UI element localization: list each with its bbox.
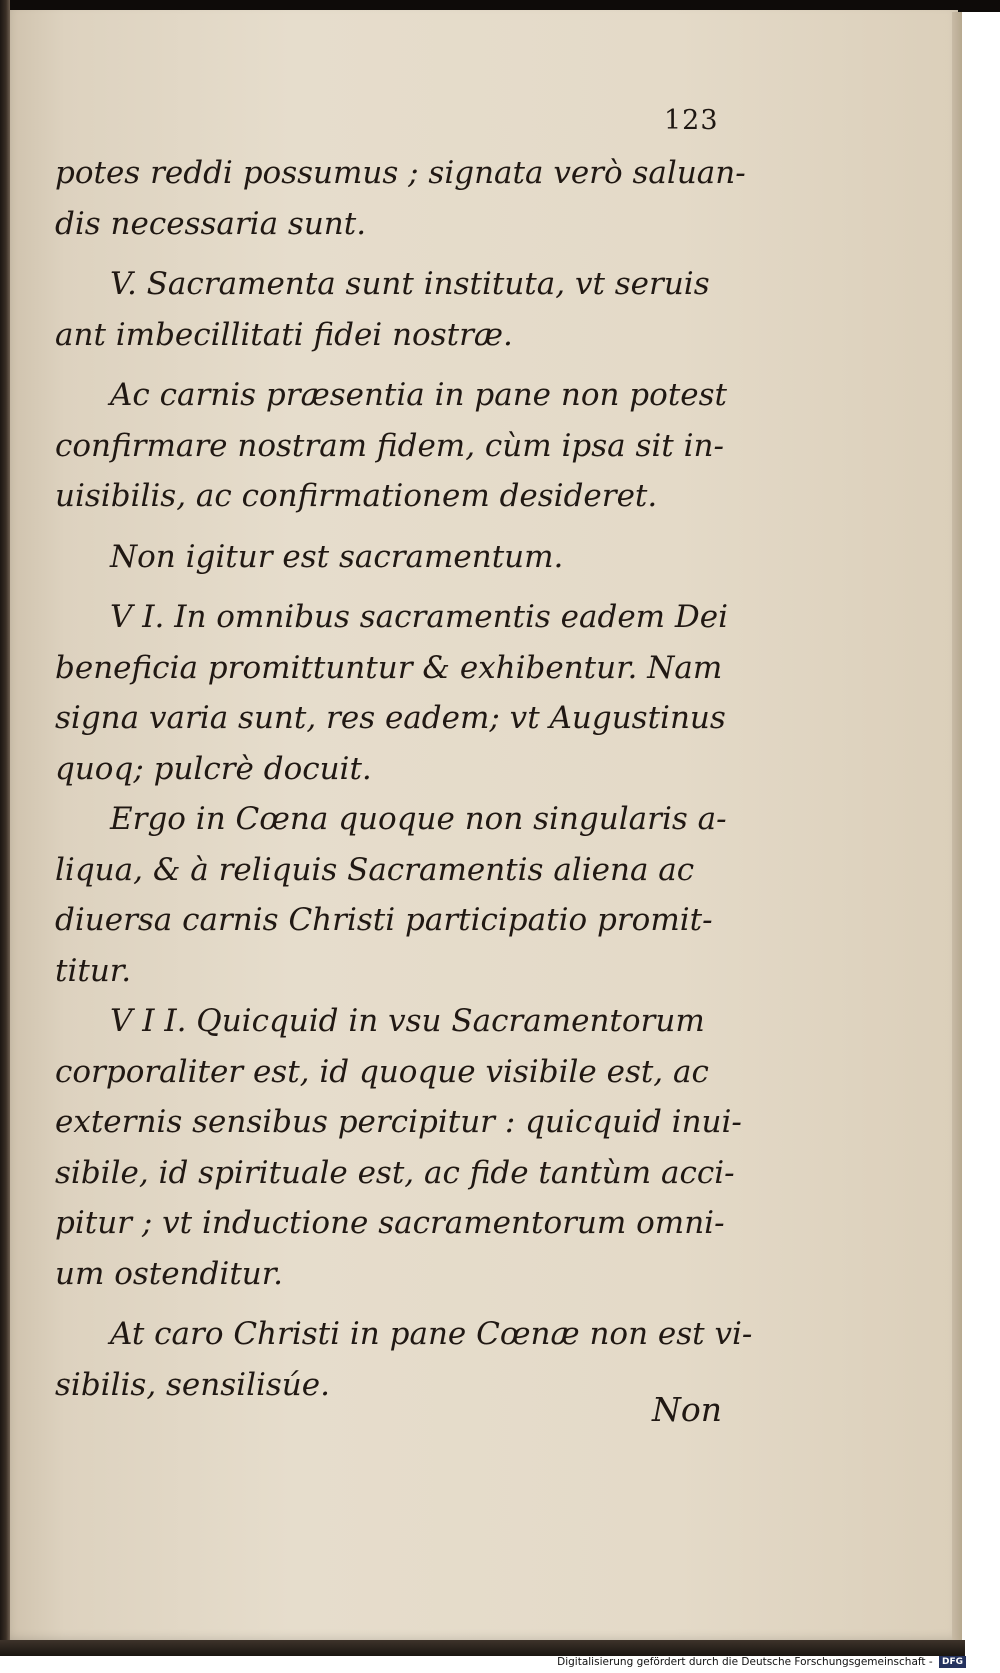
text-line: V I I. Quicquid in vsu Sacramentorum	[110, 1003, 705, 1039]
scan-bottom-border	[0, 1640, 965, 1656]
text-line: V. Sacramenta sunt instituta, vt seruis	[110, 266, 710, 302]
page-right-edge	[952, 12, 962, 1642]
text-line: um ostenditur.	[55, 1255, 284, 1292]
text-line: diuersa carnis Christi participatio promit-	[55, 902, 713, 938]
text-line: pitur ; vt inductione sacramentorum omni-	[55, 1205, 725, 1241]
text-line: beneficia promittuntur & exhibentur. Nam	[55, 649, 723, 686]
text-line: dis necessaria sunt.	[55, 205, 367, 242]
text-line: ant imbecillitati fidei nostræ.	[55, 316, 513, 353]
text-line: Ac carnis præsentia in pane non potest	[110, 377, 727, 413]
text-line: titur.	[55, 952, 132, 989]
digitization-credit	[557, 1656, 966, 1668]
text-line: sibilis, sensilisúe.	[55, 1366, 330, 1403]
text-line: V I. In omnibus sacramentis eadem Dei	[110, 599, 729, 635]
scan-left-border	[0, 0, 10, 1655]
digitization-credit-text: Digitalisierung gefördert durch die Deutsche Forschungsgemeinschaft -	[557, 1656, 933, 1668]
text-line: potes reddi possumus ; signata verò saluan-	[55, 155, 746, 191]
text-line: quoq; pulcrè docuit.	[55, 750, 372, 787]
text-line: Ergo in Cœna quoque non singularis a-	[110, 801, 727, 837]
text-line: liqua, & à reliquis Sacramentis aliena ac	[55, 851, 695, 888]
text-line: signa varia sunt, res eadem; vt Augustinus	[55, 700, 726, 736]
text-line: corporaliter est, id quoque visibile est, ac	[55, 1053, 709, 1090]
body-text	[55, 148, 753, 1410]
text-line: Non igitur est sacramentum.	[110, 538, 564, 575]
text-line: confirmare nostram fidem, cùm ipsa sit in-	[55, 427, 724, 464]
text-line: sibile, id spirituale est, ac fide tantùm acci-	[55, 1154, 735, 1191]
page-number: 123	[664, 105, 719, 136]
text-line: externis sensibus percipitur : quicquid inui-	[55, 1104, 742, 1140]
text-line: At caro Christi in pane Cœnæ non est vi-	[110, 1316, 753, 1352]
dfg-logo: DFG	[939, 1656, 966, 1668]
text-line: uisibilis, ac confirmationem desideret.	[55, 478, 658, 514]
catchword: Non	[652, 1390, 722, 1429]
